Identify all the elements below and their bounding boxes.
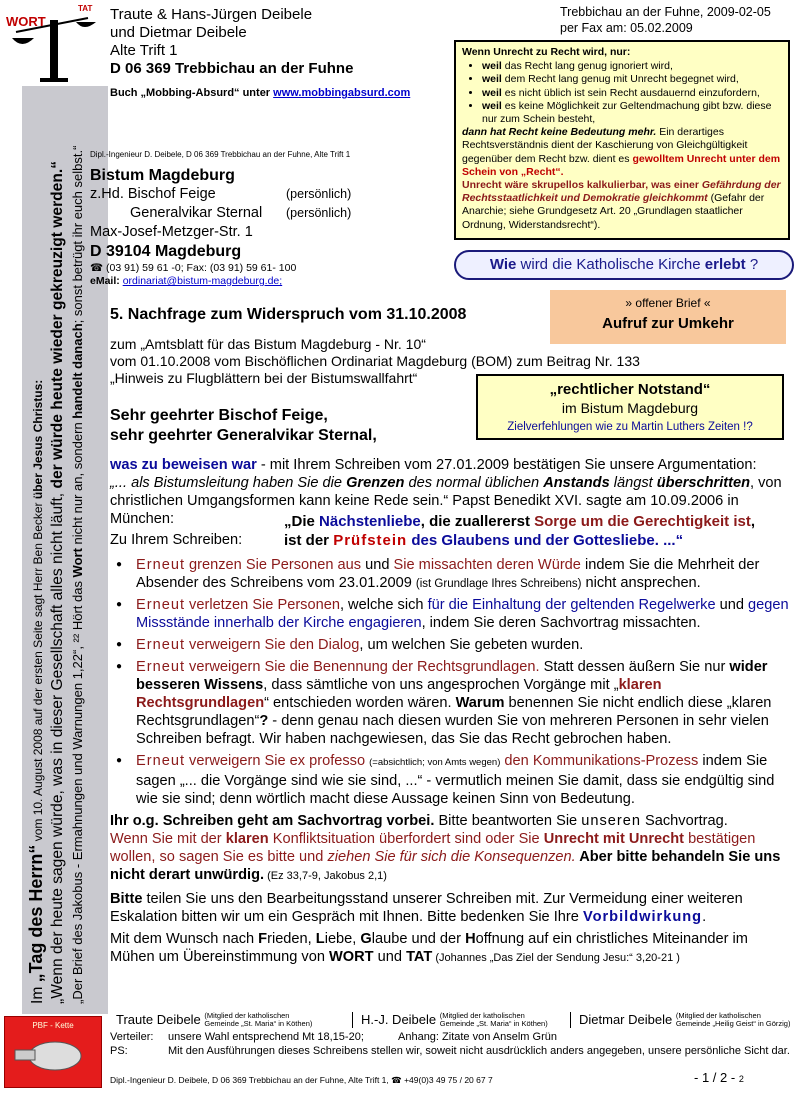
pbf-kette-stamp: PBF - Kette — [4, 1016, 102, 1088]
salutation: Sehr geehrter Bischof Feige, sehr geehrter Generalvikar Sternal, — [110, 407, 377, 444]
bullet-dialog: ● Erneut verweigern Sie den Dialog, um welchen Sie gebeten wurden. — [136, 636, 796, 654]
kirche-erlebt-banner: Wie wird die Katholische Kirche erlebt ? — [454, 250, 794, 280]
unrecht-box — [454, 40, 790, 240]
sender-line3: Alte Trift 1 — [110, 42, 178, 59]
sender-line4: D 06 369 Trebbichau an der Fuhne — [110, 60, 354, 77]
phone-icon: ☎ — [90, 262, 106, 274]
recipient-name: Bistum Magdeburg — [90, 167, 235, 184]
book-prefix: Buch „Mobbing-Absurd“ unter — [110, 87, 274, 99]
unrecht-list — [476, 60, 782, 126]
zu-ihrem-schreiben: Zu Ihrem Schreiben: — [110, 532, 243, 548]
unrecht-title: Wenn Unrecht zu Recht wird, nur: — [462, 46, 631, 58]
paragraph-bearbeitungsstand: Bitte teilen Sie uns den Bearbeitungsstand unserer Schreiben mit. Zur Vermeidung einer weiteren Eskalation bitten wir um ein Gespräch mit Ihnen. Bitte bedenken Sie Ihre Vorbildwirkung. — [110, 891, 743, 925]
sender-line1: Traute & Hans-Jürgen Deibele — [110, 6, 313, 23]
signature-traute: Traute Deibele (Mitglied der katholischen Gemeinde „St. Maria“ in Köthen) — [116, 1011, 313, 1028]
fax-date: per Fax am: 05.02.2009 — [560, 21, 693, 35]
sidebar-line2: „Wenn der heute sagen würde, was in dieser Gesellschaft alles nicht läuft, der würde heute wieder gekreuzigt werden.“ — [49, 161, 66, 1004]
book-line — [110, 84, 410, 102]
wort-tat-logo — [6, 4, 102, 84]
unrecht-item: • weil dem Recht lang genug mit Unrecht begegnet wird, — [482, 73, 782, 86]
sender-small-line: Dipl.-Ingenieur D. Deibele, D 06 369 Trebbichau an der Fuhne, Alte Trift 1 — [90, 150, 351, 159]
logo-wort: WORT — [6, 14, 46, 29]
recipient-phone: ☎ (03 91) 59 61 -0; Fax: (03 91) 59 61- 100 — [90, 262, 297, 274]
page-number: - 1 / 2 - 2 — [694, 1070, 744, 1085]
verteiler-block: Verteiler: unsere Wahl entsprechend Mt 18,15-20; Anhang: Zitate von Anselm Grün PS: Mit den Ausführungen dieses Schreibens stellen wir, soweit nicht ausdrücklich anders angegeben, unsere persönliche Sicht dar. — [110, 1031, 790, 1057]
place-date: Trebbichau an der Fuhne, 2009-02-05 — [560, 5, 771, 19]
sender-address — [110, 6, 410, 102]
unrecht-para2: Unrecht wäre skrupellos kalkulierbar, was einer Gefährdung der Rechtsstaatlichkeit und Demokratie gleichkommt (Gefahr der Anarchie; siehe Grundgesetz Art. 20 „Grundlagen staatlicher Ordnung, Widerstandsrecht“). — [462, 179, 781, 231]
bullet-kommunikation: ● Erneut verweigern Sie ex professo (=absichtlich; von Amts wegen) den Kommunikations-Prozess indem Sie sagen „... die Vorgänge sind wie sie sind, ...“ - vermutlich meinen Sie damit, dass sie endgültig sind wie sie sind; denn wörtlich macht diese Aussage keinen Sinn von Bedeutung. — [136, 752, 796, 808]
recipient-address — [90, 166, 351, 287]
unrecht-item: • weil das Recht lang genug ignoriert wird, — [482, 60, 782, 73]
sender-line2: und Dietmar Deibele — [110, 24, 247, 41]
paragraph-argumentation: was zu beweisen war - mit Ihrem Schreiben vom 27.01.2009 bestätigen Sie unsere Argumentation: „... als Bistumsleitung haben Sie die Grenzen des normal üblichen Anstands längst überschritten, von christlichen Umgangsformen kann keine Rede sein.“ Papst Benedikt XVI. sagte am 10.09.2006 in München: — [110, 457, 782, 527]
subject-line: 5. Nachfrage zum Widerspruch vom 31.10.2008 — [110, 306, 467, 323]
footer-address: Dipl.-Ingenieur D. Deibele, D 06 369 Trebbichau an der Fuhne, Alte Trift 1, ☎ +49(0)3 49 75 / 20 67 7 — [110, 1075, 493, 1085]
bullet-rechtsgrundlagen: ● Erneut verweigern Sie die Benennung der Rechtsgrundlagen. Statt dessen äußern Sie nur wider besseren Wissens, dass sämtliche von uns angesprochen Vorgänge mit „klaren Rechtsgrundlagen“ entschieden worden wären. Warum benennen Sie nicht endlich diese „klaren Rechtsgrundlagen“? - denn genau nach diesen wurden Sie von mehreren Personen in sehr vielen Schreiben befragt. Wir haben nachgewiesen, das Sie das Recht gebrochen haben. — [136, 658, 796, 748]
notstand-box: „rechtlicher Notstand“ im Bistum Magdeburg Zielverfehlungen wie zu Martin Luthers Zeiten !? — [476, 374, 784, 440]
book-link[interactable]: www.mobbingabsurd.com — [273, 87, 411, 99]
unrecht-para1: dann hat Recht keine Bedeutung mehr. Ein derartiges Rechtsverständnis dient der Kaschierung von Gleichgültigkeit gegenüber dem Recht bzw. dient es gewolltem Unrecht unter dem Schein von „Recht“. — [462, 126, 781, 178]
recipient-street: Max-Josef-Metzger-Str. 1 — [90, 224, 253, 240]
bullet-verletzen: ● Erneut verletzen Sie Personen, welche sich für die Einhaltung der geltenden Regelwerke und gegen Missstände innerhalb der Kirche engagieren, indem Sie deren Sachvortrag missachten. — [136, 596, 796, 632]
recipient-email: eMail: ordinariat@bistum-magdeburg.de; — [90, 275, 283, 287]
benedikt-quote: „Die Nächstenliebe, die zuallererst Sorge um die Gerechtigkeit ist, ist der Prüfstein des Glaubens und der Gottesliebe. ...“ — [284, 513, 756, 549]
paragraph-sachvortrag: Ihr o.g. Schreiben geht am Sachvortrag vorbei. Bitte beantworten Sie unseren Sachvortrag. Wenn Sie mit der klaren Konfliktsituation überfordert sind oder Sie Unrecht mit Unrecht bestätigen wollen, so sagen Sie es bitte und ziehen Sie für sich die Konsequenzen. Aber bitte behandeln Sie uns nicht derart unwürdig. (Ez 33,7-9, Jakobus 2,1) — [110, 813, 781, 883]
logo-tat: TAT — [78, 4, 93, 13]
subject-description: zum „Amtsblatt für das Bistum Magdeburg - Nr. 10“ vom 01.10.2008 vom Bischöflichen Ordinariat Magdeburg (BOM) zum Beitrag Nr. 133 „Hinweis zu Flugblättern bei der Bistumswallfahrt“ — [110, 336, 640, 386]
email-link[interactable]: ordinariat@bistum-magdeburg.de; — [122, 275, 283, 287]
unrecht-item: • weil es keine Möglichkeit zur Geltendmachung gibt bzw. diese nur zum Schein besteht, — [482, 100, 782, 126]
unrecht-item: • weil es nicht üblich ist sein Recht ausdauernd einzufordern, — [482, 87, 782, 100]
recipient-r1: z.Hd. Bischof Feige (persönlich) — [90, 186, 352, 202]
recipient-city: D 39104 Magdeburg — [90, 243, 242, 260]
recipient-r2: Generalvikar Sternal (persönlich) — [130, 205, 352, 221]
paragraph-wunsch: Mit dem Wunsch nach Frieden, Liebe, Glaube und der Hoffnung auf ein christliches Miteinander im Mühen um Übereinstimmung von WORT und TAT (Johannes „Das Ziel der Sendung Jesu:“ 3,20-21 ) — [110, 931, 748, 965]
signature-hj: H.-J. Deibele (Mitglied der katholischen Gemeinde „St. Maria“ in Köthen) — [352, 1012, 548, 1028]
sidebar-line1: Im „Tag des Herrn“ vom 10. August 2008 auf der ersten Seite sagt Herr Ben Becker über Jesus Christus: — [26, 379, 46, 1004]
offener-brief-box: » offener Brief « Aufruf zur Umkehr — [550, 290, 786, 344]
date-block — [560, 4, 771, 36]
whistle-icon — [5, 1030, 101, 1082]
sidebar-line3: „Der Brief des Jakobus - Ermahnungen und Warnungen 1,22“, ²² Hört das Wort nicht nur an, sondern handelt danach; sonst betrügt ihr euch selbst.“ — [70, 145, 85, 1004]
bullet-ausgrenzen: ● Erneut grenzen Sie Personen aus und Sie missachten deren Würde indem Sie die Mehrheit der Absender des Schreibens vom 23.01.2009 (ist Grundlage Ihres Schreibens) nicht ansprechen. — [136, 556, 796, 593]
signature-dietmar: Dietmar Deibele (Mitglied der katholischen Gemeinde „Heilig Geist“ in Görzig) — [570, 1012, 794, 1028]
